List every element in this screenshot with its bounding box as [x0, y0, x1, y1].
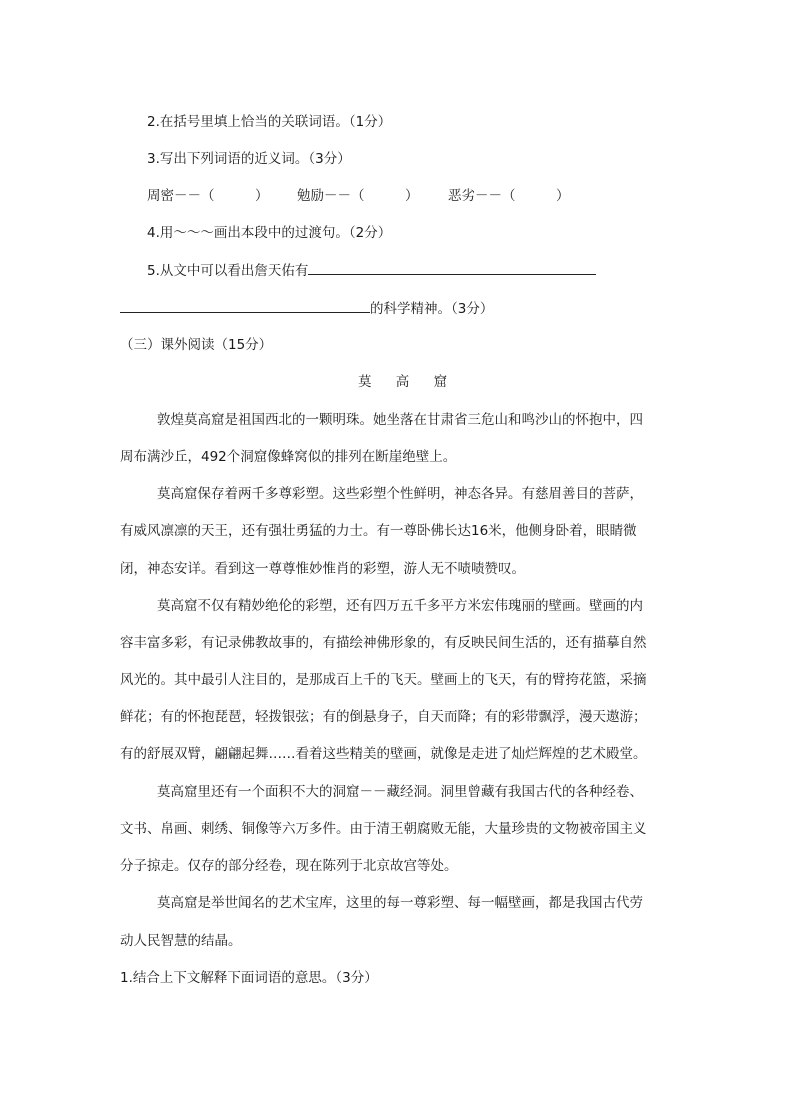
p2-line-2: 有威风凛凛的天王，还有强壮勇猛的力士。有一尊卧佛长达16米，他侧身卧着，眼睛微	[120, 523, 637, 539]
p5-line-1: 莫高窟是举世闻名的艺术宝库，这里的每一尊彩塑、每一幅壁画，都是我国古代劳	[157, 895, 643, 911]
section-heading: （三）课外阅读（15分）	[120, 337, 273, 353]
p3-line-4: 鲜花；有的怀抱琵琶，轻拨银弦；有的倒悬身子，自天而降；有的彩带飘浮，漫天遨游；	[120, 709, 647, 725]
q3-text: 3.写出下列词语的近义词。（3分）	[147, 151, 351, 167]
q5-line-1	[147, 260, 596, 281]
p1-line-1: 敦煌莫高窟是祖国西北的一颗明珠。她坐落在甘肃省三危山和鸣沙山的怀抱中，四	[157, 412, 643, 428]
p4-line-1: 莫高窟里还有一个面积不大的洞窟－－藏经洞。洞里曾藏有我国古代的各种经卷、	[157, 784, 643, 800]
q5-end-text: 的科学精神。（3分）	[370, 301, 494, 317]
passage-title: 莫 高 窟	[358, 374, 458, 390]
q5-start-text: 5.从文中可以看出詹天佑有	[147, 263, 309, 279]
q3-word-1: 周密－－（ ）	[147, 188, 269, 204]
p4-line-3: 分子掠走。仅存的部分经卷，现在陈列于北京故宫等处。	[120, 858, 458, 874]
q5-answer-blank-2[interactable]	[120, 298, 370, 313]
p1-line-2: 周布满沙丘，492个洞窟像蜂窝似的排列在断崖绝壁上。	[120, 449, 457, 465]
q5-answer-blank-1[interactable]	[308, 260, 596, 275]
p2-line-1: 莫高窟保存着两千多尊彩塑。这些彩塑个性鲜明，神态各异。有慈眉善目的菩萨，	[157, 486, 643, 502]
q5-line-2	[120, 298, 493, 319]
p3-line-5: 有的舒展双臂，翩翩起舞……看着这些精美的壁画，就像是走进了灿烂辉煌的艺术殿堂。	[120, 746, 647, 762]
p5-line-2: 动人民智慧的结晶。	[120, 933, 242, 949]
p3-line-2: 容丰富多彩，有记录佛教故事的，有描绘神佛形象的，有反映民间生活的，还有描摹自然	[120, 635, 647, 651]
q2-text: 2.在括号里填上恰当的关联词语。（1分）	[147, 114, 392, 130]
question-1: 1.结合上下文解释下面词语的意思。（3分）	[120, 970, 378, 986]
p4-line-2: 文书、帛画、刺绣、铜像等六万多件。由于清王朝腐败无能，大量珍贵的文物被帝国主义	[120, 821, 647, 837]
p3-line-3: 风光的。其中最引人注目的，是那成百上千的飞天。壁画上的飞天，有的臂挎花篮，采摘	[120, 672, 647, 688]
q4-text: 4.用～～～画出本段中的过渡句。（2分）	[147, 225, 392, 241]
q3-word-2: 勉励－－（ ）	[297, 188, 419, 204]
p2-line-3: 闭，神态安详。看到这一尊尊惟妙惟肖的彩塑，游人无不啧啧赞叹。	[120, 561, 525, 577]
q3-word-3: 恶劣－－（ ）	[448, 188, 570, 204]
p3-line-1: 莫高窟不仅有精妙绝伦的彩塑，还有四万五千多平方米宏伟瑰丽的壁画。壁画的内	[157, 598, 643, 614]
